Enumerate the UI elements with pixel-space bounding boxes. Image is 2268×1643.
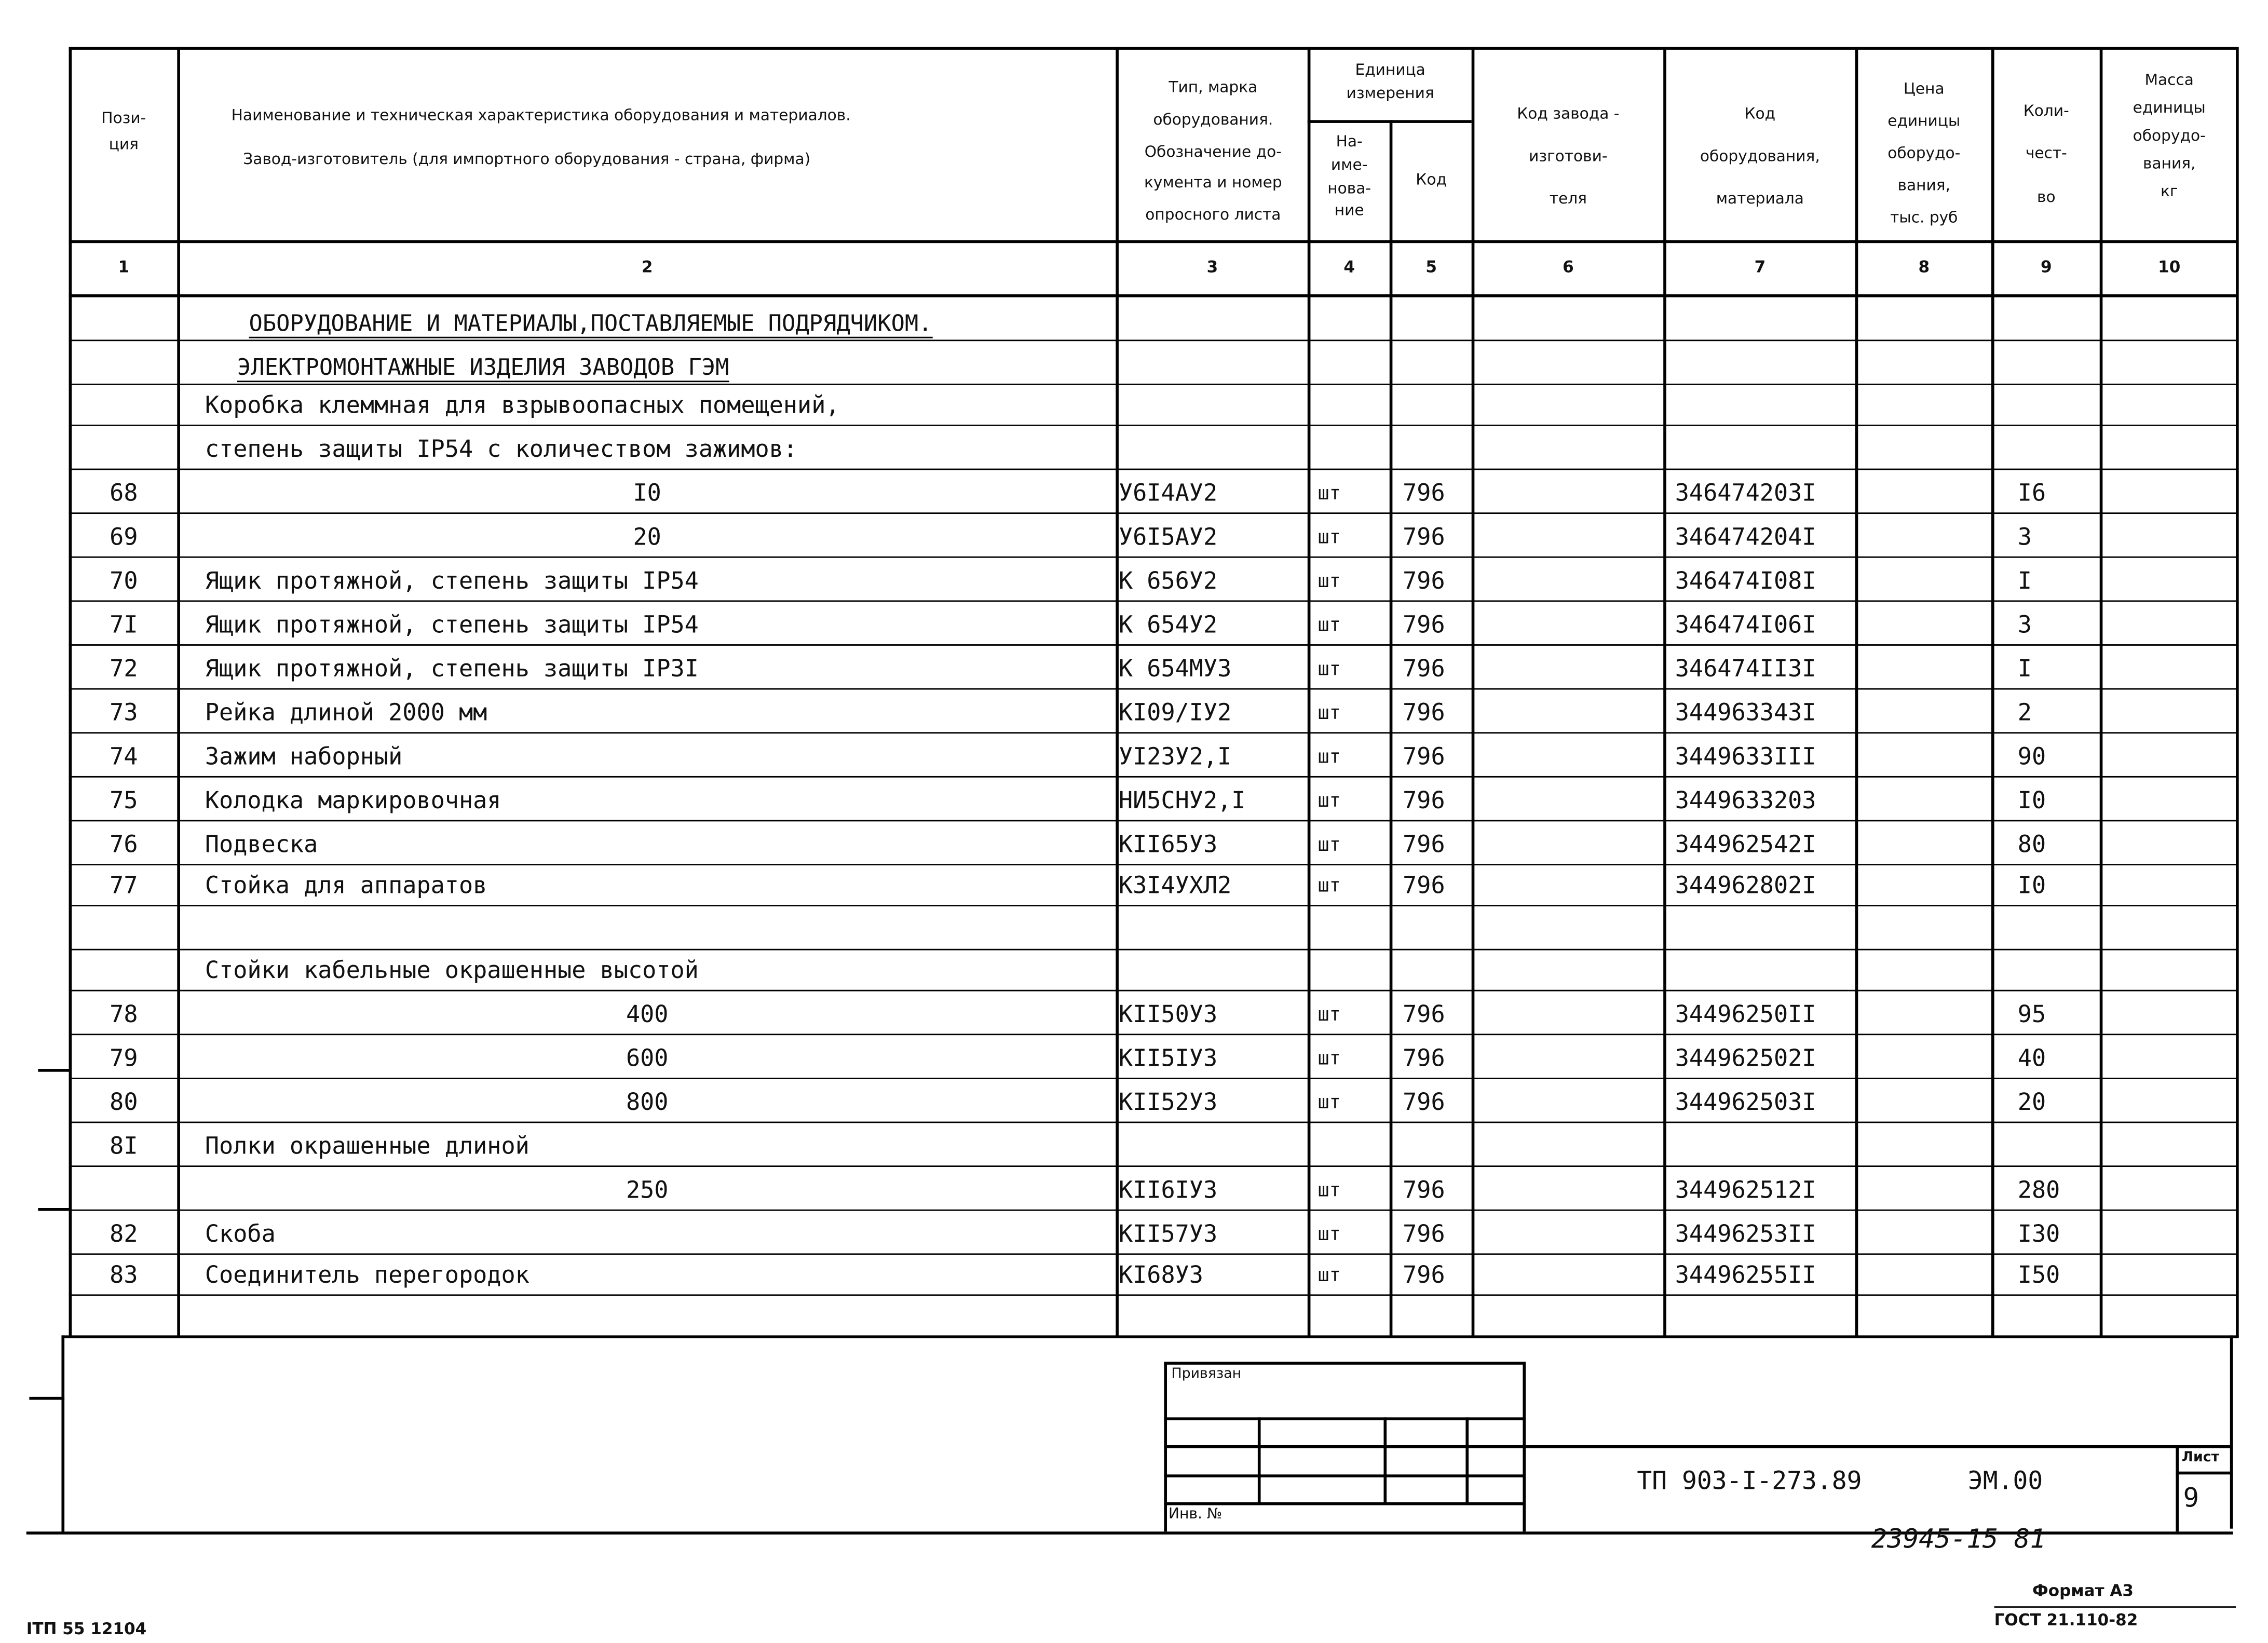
cell-name: Скоба [205, 1219, 276, 1248]
cell-name: I0 [633, 479, 661, 507]
cell-type: КI68У3 [1118, 1260, 1203, 1289]
cell-unit-code: 796 [1403, 1260, 1445, 1289]
cell-name: Подвеска [205, 830, 318, 858]
cell-name: Колодка маркировочная [205, 786, 501, 814]
cell-type: К3I4УХЛ2 [1118, 871, 1232, 899]
cell-type: КII65У3 [1118, 830, 1218, 858]
cell-unit-code: 796 [1403, 1088, 1445, 1116]
header-type: Тип, марка оборудования. Обозначение до- кумента и номер опросного листа [1144, 79, 1282, 225]
cell-name: 20 [633, 522, 661, 551]
stamp-inventory: Инв. № [1168, 1506, 1223, 1523]
cell-unit: шт [1318, 615, 1341, 637]
cell-unit: шт [1318, 1004, 1341, 1027]
cell-quantity: I50 [2017, 1260, 2060, 1289]
stamp-sheet-label: Лист [2181, 1449, 2220, 1466]
cell-unit: шт [1318, 571, 1341, 593]
cell-position: 77 [110, 871, 138, 899]
cell-quantity: I [2017, 566, 2032, 595]
cell-name: 800 [626, 1088, 669, 1116]
section-title-line: ОБОРУДОВАНИЕ И МАТЕРИАЛЫ,ПОСТАВЛЯЕМЫЕ ПОДРЯДЧИКОМ. [249, 310, 932, 338]
cell-position: 68 [110, 479, 138, 507]
cell-quantity: I6 [2017, 479, 2046, 507]
cell-position: 80 [110, 1088, 138, 1116]
header-position: Пози- ция [101, 110, 146, 155]
header-unit-name: На- име- нова- ние [1327, 133, 1371, 220]
itp-label: ITП 55 12104 [26, 1619, 147, 1639]
cell-unit-code: 796 [1403, 1044, 1445, 1072]
cell-equipment-code: 34496250II [1675, 1000, 1816, 1028]
cell-unit: шт [1318, 1092, 1341, 1115]
cell-equipment-code: 346474I08I [1675, 566, 1816, 595]
cell-unit-code: 796 [1403, 1000, 1445, 1028]
column-number: 9 [2040, 257, 2052, 277]
cell-quantity: 95 [2017, 1000, 2046, 1028]
cell-position: 8I [110, 1132, 138, 1160]
cell-type: КII50У3 [1118, 1000, 1218, 1028]
header-unit-group: Единица измерения [1346, 61, 1434, 103]
cell-name: 600 [626, 1044, 669, 1072]
cell-equipment-code: 344962502I [1675, 1044, 1816, 1072]
cell-unit-code: 796 [1403, 786, 1445, 814]
cell-unit-code: 796 [1403, 871, 1445, 899]
format-label: Формат А3 [2032, 1581, 2134, 1600]
cell-unit: шт [1318, 834, 1341, 857]
cell-unit: шт [1318, 791, 1341, 813]
cell-unit: шт [1318, 875, 1341, 898]
header-quantity: Коли- чест- во [2023, 102, 2069, 207]
header-equipment-code: Код оборудования, материала [1700, 105, 1820, 208]
cell-name: 250 [626, 1175, 669, 1204]
cell-quantity: 3 [2017, 610, 2032, 639]
cell-unit-code: 796 [1403, 742, 1445, 770]
cell-unit: шт [1318, 483, 1341, 506]
cell-type: У6I5АУ2 [1118, 522, 1218, 551]
cell-type: У6I4АУ2 [1118, 479, 1218, 507]
cell-name: Ящик протяжной, степень защиты IP54 [205, 610, 699, 639]
cell-quantity: 20 [2017, 1088, 2046, 1116]
cell-name: Стойка для аппаратов [205, 871, 487, 899]
cell-unit: шт [1318, 746, 1341, 769]
cell-equipment-code: 3449633203 [1675, 786, 1816, 814]
header-price: Цена единицы оборудо- вания, тыс. руб [1887, 80, 1961, 227]
stamp-designation: ТП 903-I-273.89 [1637, 1467, 1862, 1497]
cell-type: КII6IУ3 [1118, 1175, 1218, 1204]
cell-type: КII57У3 [1118, 1219, 1218, 1248]
cell-position: 79 [110, 1044, 138, 1072]
cell-unit-code: 796 [1403, 479, 1445, 507]
header-mass: Масса единицы оборудо- вания, кг [2133, 72, 2206, 200]
cell-unit: шт [1318, 1265, 1341, 1287]
cell-position: 73 [110, 698, 138, 727]
cell-type: К 654У2 [1118, 610, 1218, 639]
cell-unit: шт [1318, 1048, 1341, 1070]
stamp-mark: ЭМ.00 [1967, 1467, 2043, 1497]
cell-equipment-code: 346474I06I [1675, 610, 1816, 639]
cell-unit-code: 796 [1403, 610, 1445, 639]
cell-equipment-code: 346474203I [1675, 479, 1816, 507]
cell-equipment-code: 346474204I [1675, 522, 1816, 551]
column-number: 2 [641, 257, 653, 277]
cell-equipment-code: 344962542I [1675, 830, 1816, 858]
cell-equipment-code: 346474II3I [1675, 654, 1816, 683]
cell-quantity: 90 [2017, 742, 2046, 770]
header-name: Наименование и техническая характеристика оборудования и материалов. Завод-изготовитель (для импортного оборудования - страна, фирма) [231, 106, 851, 169]
cell-unit-code: 796 [1403, 522, 1445, 551]
cell-position: 70 [110, 566, 138, 595]
cell-position: 83 [110, 1260, 138, 1289]
column-number: 5 [1425, 257, 1437, 277]
cell-name: Ящик протяжной, степень защиты IP54 [205, 566, 699, 595]
cell-position: 72 [110, 654, 138, 683]
cell-unit-code: 796 [1403, 830, 1445, 858]
cell-type: К 656У2 [1118, 566, 1218, 595]
cell-type: КI09/IУ2 [1118, 698, 1232, 727]
cell-quantity: 280 [2017, 1175, 2060, 1204]
cell-quantity: I30 [2017, 1219, 2060, 1248]
cell-name: Стойки кабельные окрашенные высотой [205, 956, 699, 984]
stamp-privyazan: Привязан [1171, 1366, 1242, 1382]
cell-name: Коробка клеммная для взрывоопасных помещений, [205, 391, 840, 419]
cell-quantity: I [2017, 654, 2032, 683]
cell-position: 75 [110, 786, 138, 814]
cell-name: Ящик протяжной, степень защиты IP3I [205, 654, 699, 683]
cell-quantity: 80 [2017, 830, 2046, 858]
gost-label: ГОСТ 21.110-82 [1994, 1610, 2138, 1630]
column-number: 7 [1754, 257, 1766, 277]
cell-type: К 654МУ3 [1118, 654, 1232, 683]
cell-unit: шт [1318, 527, 1341, 549]
cell-position: 74 [110, 742, 138, 770]
cell-quantity: I0 [2017, 786, 2046, 814]
cell-type: УI23У2,I [1118, 742, 1232, 770]
column-number: 4 [1343, 257, 1355, 277]
column-number: 1 [118, 257, 130, 277]
cell-position: 78 [110, 1000, 138, 1028]
cell-quantity: 3 [2017, 522, 2032, 551]
cell-unit: шт [1318, 1180, 1341, 1202]
cell-quantity: 40 [2017, 1044, 2046, 1072]
cell-equipment-code: 34496255II [1675, 1260, 1816, 1289]
column-number: 3 [1206, 257, 1218, 277]
cell-unit-code: 796 [1403, 1175, 1445, 1204]
handwritten-number: 23945-15 81 [1871, 1524, 2046, 1555]
cell-equipment-code: 344962503I [1675, 1088, 1816, 1116]
header-unit-code: Код [1416, 171, 1447, 189]
section-title-line: ЭЛЕКТРОМОНТАЖНЫЕ ИЗДЕЛИЯ ЗАВОДОВ ГЭМ [237, 355, 729, 383]
cell-unit-code: 796 [1403, 1219, 1445, 1248]
cell-equipment-code: 34496253II [1675, 1219, 1816, 1248]
stamp-sheet-number: 9 [2183, 1483, 2199, 1514]
cell-unit: шт [1318, 1224, 1341, 1246]
cell-unit: шт [1318, 659, 1341, 681]
header-factory-code: Код завода - изготови- теля [1517, 105, 1620, 208]
column-number: 8 [1918, 257, 1930, 277]
cell-name: Рейка длиной 2000 мм [205, 698, 487, 727]
cell-type: КII52У3 [1118, 1088, 1218, 1116]
column-number: 6 [1563, 257, 1574, 277]
cell-quantity: 2 [2017, 698, 2032, 727]
cell-position: 76 [110, 830, 138, 858]
cell-position: 82 [110, 1219, 138, 1248]
cell-equipment-code: 344962512I [1675, 1175, 1816, 1204]
cell-unit-code: 796 [1403, 566, 1445, 595]
cell-unit-code: 796 [1403, 654, 1445, 683]
cell-quantity: I0 [2017, 871, 2046, 899]
cell-name: Полки окрашенные длиной [205, 1132, 529, 1160]
cell-type: КII5IУ3 [1118, 1044, 1218, 1072]
cell-equipment-code: 344963343I [1675, 698, 1816, 727]
cell-name: Зажим наборный [205, 742, 403, 770]
cell-position: 7I [110, 610, 138, 639]
column-number: 10 [2158, 257, 2181, 277]
cell-unit: шт [1318, 702, 1341, 725]
cell-name: 400 [626, 1000, 669, 1028]
cell-equipment-code: 344962802I [1675, 871, 1816, 899]
cell-type: НИ5СНУ2,I [1118, 786, 1246, 814]
cell-name: степень защиты IP54 с количеством зажимов: [205, 434, 798, 463]
cell-unit-code: 796 [1403, 698, 1445, 727]
cell-equipment-code: 3449633III [1675, 742, 1816, 770]
cell-position: 69 [110, 522, 138, 551]
cell-name: Соединитель перегородок [205, 1260, 529, 1289]
